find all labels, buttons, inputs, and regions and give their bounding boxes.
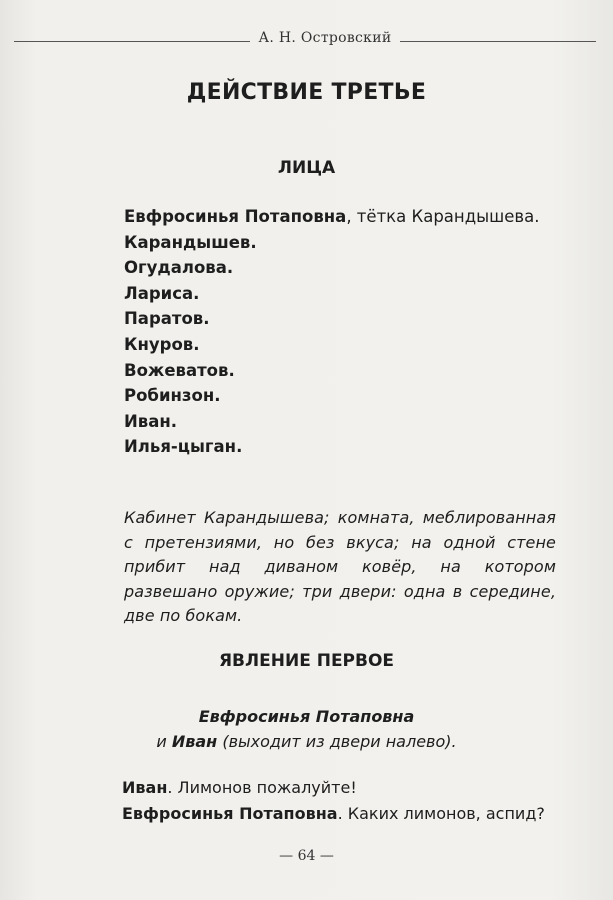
scene-direction-line-1: [0, 704, 613, 729]
cast-member: [124, 383, 539, 409]
cast-name: Огудалова: [124, 258, 227, 278]
cast-punct: .: [193, 334, 200, 354]
cast-name: Паратов: [124, 309, 204, 329]
cast-member: [124, 409, 539, 435]
speech-text: . Лимонов пожалуйте!: [167, 778, 357, 797]
cast-list: [124, 204, 539, 460]
page-number: — 64 —: [279, 848, 334, 864]
cast-member: [124, 230, 539, 256]
cast-member: [124, 255, 539, 281]
cast-name: Иван: [124, 411, 171, 431]
cast-punct: .: [226, 258, 234, 278]
cast-name: Евфросинья Потаповна: [124, 207, 347, 226]
cast-name: Карандышев: [124, 232, 251, 252]
cast-name: Робинзон: [124, 386, 215, 406]
header-rule-left: [14, 41, 250, 42]
scene-remark: (выходит из двери налево).: [217, 732, 457, 751]
cast-description: , тётка Карандышева.: [346, 207, 540, 226]
cast-member: [124, 306, 539, 332]
scene-title: ЯВЛЕНИЕ ПЕРВОЕ: [218, 651, 395, 671]
cast-punct: .: [203, 309, 210, 329]
cast-member: [124, 281, 539, 307]
scene-character-name: Евфросинья Потаповна: [198, 707, 415, 726]
header-rule-right: [400, 41, 596, 42]
speaker-name: Евфросинья Потаповна: [122, 804, 338, 823]
cast-name: Лариса: [124, 283, 194, 303]
cast-member: [124, 332, 539, 358]
cast-punct: .: [250, 232, 257, 252]
speaker-name: Иван: [122, 778, 168, 797]
header-author: А. Н. Островский: [258, 30, 392, 46]
cast-punct: .: [228, 360, 235, 380]
dialogue: [122, 775, 545, 827]
stage-direction: Кабинет Карандышева; комната, меблированная с претензиями, но без вкуса; на одной стене прибит над диваном ковёр, на котором развешано оружие; три двери: одна в середине, две по бокам.: [124, 508, 556, 625]
cast-heading: ЛИЦА: [277, 158, 336, 178]
cast-member: [124, 358, 539, 384]
cast-name: Вожеватов: [124, 360, 229, 380]
speech-text: . Каких лимонов, аспид?: [337, 804, 545, 823]
scene-direction-line-2: [0, 729, 613, 754]
cast-punct: .: [193, 283, 200, 303]
cast-punct: .: [170, 411, 178, 431]
dialogue-line: [122, 775, 545, 801]
running-header: [0, 28, 613, 52]
cast-punct: .: [214, 386, 221, 406]
scene-conjunction: и: [156, 732, 172, 751]
act-title: ДЕЙСТВИЕ ТРЕТЬЕ: [186, 80, 427, 105]
cast-name: Кнуров: [124, 334, 194, 354]
dialogue-line: [122, 801, 545, 827]
cast-punct: .: [236, 437, 243, 457]
scene-character-name: Иван: [171, 732, 218, 751]
cast-name: Илья-цыган: [124, 437, 237, 457]
scene-direction: [0, 704, 613, 754]
cast-member: [124, 434, 539, 460]
cast-member: [124, 204, 539, 230]
